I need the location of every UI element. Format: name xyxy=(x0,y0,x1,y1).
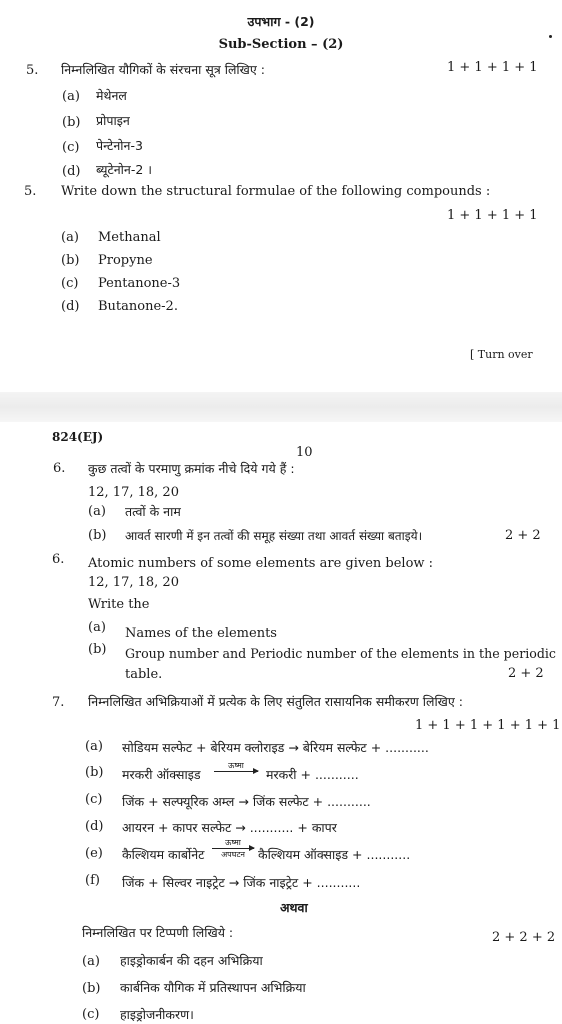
exam-page-lower xyxy=(0,422,562,1024)
q7-marks: 1 + 1 + 1 + 1 + 1 + 1 xyxy=(415,718,561,733)
or-option-label: (b) xyxy=(82,981,101,996)
q5-hindi-option-label: (c) xyxy=(62,140,80,155)
or-option-text: कार्बनिक यौगिक में प्रतिस्थापन अभिक्रिया xyxy=(120,980,306,995)
q7-option-label: (a) xyxy=(85,739,103,754)
q7-equation: जिंक + सिल्वर नाइट्रेट → जिंक नाइट्रेट + ........... xyxy=(122,875,361,890)
q6-hindi-number: 6. xyxy=(53,461,66,476)
q7-option-label: (c) xyxy=(85,792,103,807)
heat-decomposition-arrow xyxy=(212,838,254,859)
q5-english-number: 5. xyxy=(24,184,37,199)
q7-number: 7. xyxy=(52,695,65,710)
q5-hindi-option-text: ब्यूटेनोन-2 । xyxy=(96,162,153,177)
paper-code: 824(EJ) xyxy=(52,430,104,444)
q6-hindi-question: कुछ तत्वों के परमाणु क्रमांक नीचे दिये गये हैं : xyxy=(88,461,295,476)
arrow-condition-top: ऊष्मा xyxy=(228,761,244,770)
q7-option-label: (b) xyxy=(85,765,104,780)
q7-equation: आयरन + कापर सल्फेट → ........... + कापर xyxy=(122,820,337,835)
q5-hindi-marks: 1 + 1 + 1 + 1 xyxy=(447,60,538,75)
or-option-text: हाइड्रोजनीकरण। xyxy=(120,1007,194,1022)
q5-hindi-option-text: मेथेनल xyxy=(96,88,127,103)
q6-english-option-text: Names of the elements xyxy=(125,626,277,641)
q6-hindi-option-label: (a) xyxy=(88,504,106,519)
page-number: 10 xyxy=(296,445,313,460)
subsection-header-hindi: उपभाग - (2) xyxy=(247,14,315,29)
q5-hindi-option-label: (a) xyxy=(62,89,80,104)
q6-english-number: 6. xyxy=(52,552,65,567)
q6-english-option-text: Group number and Periodic number of the elements in the periodic xyxy=(125,646,556,661)
q6-hindi-option-text: तत्वों के नाम xyxy=(125,504,181,519)
q5-english-option-label: (c) xyxy=(61,276,79,291)
q7-equation: सोडियम सल्फेट + बेरियम क्लोराइड → बेरियम सल्फेट + ........... xyxy=(122,740,429,755)
arrow-condition-bottom: अपघटन xyxy=(221,850,245,859)
q5-hindi-option-label: (b) xyxy=(62,115,81,130)
q6-hindi-option-text: आवर्त सारणी में इन तत्वों की समूह संख्या तथा आवर्त संख्या बताइये। xyxy=(125,529,423,543)
q5-english-question: Write down the structural formulae of the following compounds : xyxy=(61,184,491,199)
q5-english-option-text: Butanone-2. xyxy=(98,299,178,314)
or-question: निम्नलिखित पर टिप्पणी लिखिये : xyxy=(82,925,234,940)
q7-equation-reactant: कैल्शियम कार्बोनेट xyxy=(122,847,205,862)
q5-english-marks: 1 + 1 + 1 + 1 xyxy=(447,208,538,223)
q7-option-label: (f) xyxy=(85,873,100,888)
q7-option-label: (e) xyxy=(85,846,103,861)
or-divider: अथवा xyxy=(280,900,308,915)
q6-english-option-label: (b) xyxy=(88,642,107,657)
or-option-label: (c) xyxy=(82,1007,100,1022)
q7-question: निम्नलिखित अभिक्रियाओं में प्रत्येक के लिए संतुलित रासायनिक समीकरण लिखिए : xyxy=(88,694,464,709)
or-option-label: (a) xyxy=(82,954,100,969)
q6-english-write-the: Write the xyxy=(88,597,150,612)
q5-hindi-number: 5. xyxy=(26,63,39,78)
q7-equation: जिंक + सल्फ्यूरिक अम्ल → जिंक सल्फेट + ........... xyxy=(122,794,371,809)
q5-english-option-label: (b) xyxy=(61,253,80,268)
turn-over-note: [ Turn over xyxy=(470,348,533,361)
q7-equation-reactant: मरकरी ऑक्साइड xyxy=(122,767,201,782)
or-option-text: हाइड्रोकार्बन की दहन अभिक्रिया xyxy=(120,953,263,968)
page-separator xyxy=(0,392,562,422)
exam-page-upper xyxy=(0,0,562,392)
q6-hindi-numbers: 12, 17, 18, 20 xyxy=(88,485,179,500)
heat-arrow xyxy=(214,761,258,773)
q5-english-option-text: Pentanone-3 xyxy=(98,276,181,291)
q7-equation-product: मरकरी + ........... xyxy=(266,767,359,782)
right-arrow-icon xyxy=(212,848,254,849)
q5-hindi-option-label: (d) xyxy=(62,164,81,179)
q7-equation-product: कैल्शियम ऑक्साइड + ........... xyxy=(258,847,411,862)
subsection-header-english: Sub-Section – (2) xyxy=(218,37,344,52)
q6-hindi-option-label: (b) xyxy=(88,528,107,543)
q6-english-option-label: (a) xyxy=(88,620,106,635)
right-arrow-icon xyxy=(214,771,258,772)
q6-english-numbers: 12, 17, 18, 20 xyxy=(88,575,179,590)
q5-english-option-text: Propyne xyxy=(98,253,153,268)
q6-english-option-continuation: table. xyxy=(125,667,163,682)
q5-english-option-label: (d) xyxy=(61,299,80,314)
q6-english-marks: 2 + 2 xyxy=(508,666,544,681)
q5-english-option-label: (a) xyxy=(61,230,79,245)
arrow-condition-top: ऊष्मा xyxy=(225,838,241,847)
q7-option-label: (d) xyxy=(85,819,104,834)
q5-english-option-text: Methanal xyxy=(98,230,161,245)
or-marks: 2 + 2 + 2 xyxy=(492,930,556,945)
q5-hindi-question: निम्नलिखित यौगिकों के संरचना सूत्र लिखिए : xyxy=(61,62,265,77)
q6-english-question: Atomic numbers of some elements are given below : xyxy=(88,556,434,571)
q6-hindi-marks: 2 + 2 xyxy=(505,528,541,543)
q5-hindi-option-text: प्रोपाइन xyxy=(96,113,130,128)
scan-speck xyxy=(549,35,552,38)
q5-hindi-option-text: पेन्टेनोन-3 xyxy=(96,138,143,153)
